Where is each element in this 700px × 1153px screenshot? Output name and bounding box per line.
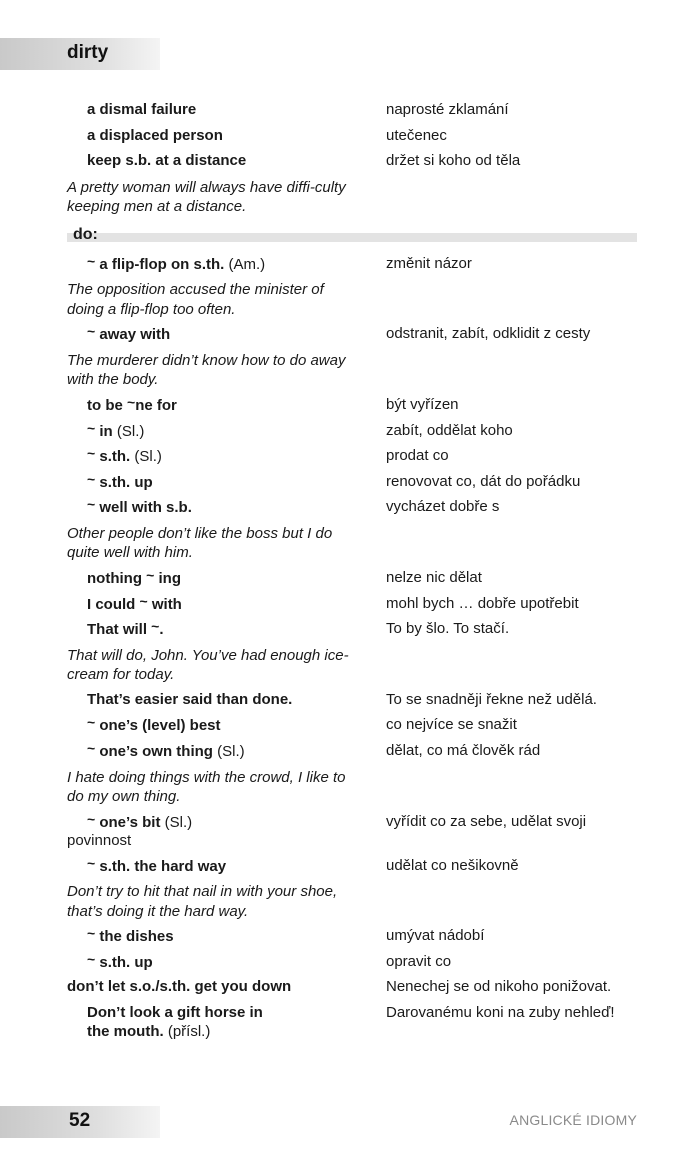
tilde-mark: ~ bbox=[87, 470, 96, 487]
entry bbox=[0, 445, 700, 471]
entry-note: (Sl.) bbox=[134, 448, 162, 466]
entry-cz: dělat, co má člověk rád bbox=[386, 741, 541, 759]
entry-en: one’s own thing bbox=[99, 742, 213, 760]
entry-en: a displaced person bbox=[87, 126, 223, 144]
example-sentence: I hate doing things with the crowd, I like to do my own thing. bbox=[67, 768, 346, 805]
entry bbox=[0, 471, 700, 497]
entry-cz: udělat co nešikovně bbox=[386, 856, 519, 874]
entry-cz: držet si koho od těla bbox=[386, 152, 521, 170]
entry-en: in bbox=[99, 422, 113, 440]
book-title: ANGLICKÉ IDIOMY bbox=[509, 1112, 637, 1128]
tilde-mark: ~ bbox=[87, 854, 96, 871]
entry-cz: prodat co bbox=[386, 447, 449, 465]
tilde-mark: ~ bbox=[87, 496, 96, 513]
example-sentence: Don’t try to hit that nail in with your shoe, that’s doing it the hard way. bbox=[67, 883, 338, 920]
section-word: do: bbox=[67, 225, 102, 245]
section-bar bbox=[67, 233, 637, 242]
tilde-mark: ~ bbox=[87, 445, 96, 462]
page-number: 52 bbox=[69, 1110, 91, 1131]
entry-note: (Sl.) bbox=[164, 813, 193, 831]
entry-cz: změnit názor bbox=[386, 254, 472, 272]
entry-en-pre: nothing bbox=[87, 569, 147, 587]
example-sentence: A pretty woman will always have diffi-culty keeping men at a distance. bbox=[67, 178, 346, 216]
entry-en: one’s bit bbox=[99, 813, 161, 831]
entry-cz: utečenec bbox=[386, 126, 447, 144]
entry-cz: vyřídit co za sebe, udělat svoji bbox=[386, 812, 587, 830]
entry-en-pre: That will bbox=[87, 621, 152, 639]
entry bbox=[0, 253, 700, 279]
entry-cz: To by šlo. To stačí. bbox=[386, 620, 510, 638]
tilde-mark: ~ bbox=[87, 950, 96, 967]
entry-cz: vycházet dobře s bbox=[386, 498, 500, 516]
tilde-mark: ~ bbox=[151, 618, 160, 635]
entry bbox=[0, 99, 700, 125]
entry-cz-continued: povinnost bbox=[67, 831, 132, 849]
entry-en-post: with bbox=[147, 595, 182, 613]
entry-en-continued: the mouth. bbox=[87, 1022, 164, 1040]
tilde-mark: ~ bbox=[87, 323, 96, 340]
entry-cz: umývat nádobí bbox=[386, 927, 485, 945]
entry-cz: nelze nic dělat bbox=[386, 568, 482, 586]
tilde-mark: ~ bbox=[87, 810, 96, 827]
entry-en-pre: to be bbox=[87, 396, 127, 414]
dictionary-content bbox=[0, 99, 700, 1046]
entry-cz: renovovat co, dát do pořádku bbox=[386, 472, 581, 490]
header-word: dirty bbox=[67, 42, 109, 63]
entry-en: the dishes bbox=[99, 928, 174, 946]
entry-en-pre: I could bbox=[87, 595, 140, 613]
tilde-mark: ~ bbox=[146, 566, 155, 583]
entry-en: keep s.b. at a distance bbox=[87, 152, 247, 170]
entry bbox=[0, 125, 700, 151]
entry bbox=[0, 714, 700, 740]
entry bbox=[0, 689, 700, 715]
entry bbox=[0, 150, 700, 176]
tilde-mark: ~ bbox=[87, 419, 96, 436]
entry-en-post: ing bbox=[154, 569, 182, 587]
entry-en: s.th. bbox=[99, 448, 131, 466]
tilde-mark: ~ bbox=[87, 925, 96, 942]
entry-en: well with s.b. bbox=[99, 499, 192, 517]
section-heading bbox=[0, 225, 700, 251]
entry bbox=[0, 951, 700, 977]
entry-en: a dismal failure bbox=[87, 101, 197, 118]
entry-cz: naprosté zklamání bbox=[386, 101, 509, 118]
entry-cz: být vyřízen bbox=[386, 395, 459, 413]
entry-en: one’s (level) best bbox=[99, 717, 221, 735]
entry-cz: Nenechej se od nikoho ponižovat. bbox=[386, 978, 612, 996]
entry-cz: opravit co bbox=[386, 952, 452, 970]
entry bbox=[0, 323, 700, 349]
tilde-mark: ~ bbox=[87, 714, 96, 731]
entry-en: don’t let s.o./s.th. get you down bbox=[67, 978, 292, 996]
entry-note: (přísl.) bbox=[167, 1022, 211, 1040]
entry bbox=[0, 976, 700, 1002]
entry bbox=[0, 1002, 700, 1046]
entry bbox=[0, 618, 700, 644]
entry-note: (Am.) bbox=[228, 255, 266, 273]
entry bbox=[0, 496, 700, 522]
example-sentence: The opposition accused the minister of doing a flip-flop too often. bbox=[67, 281, 324, 318]
example-sentence: The murderer didn’t know how to do away with the body. bbox=[67, 351, 346, 389]
entry-note: (Sl.) bbox=[217, 742, 245, 760]
entry-cz: To se snadněji řekne než udělá. bbox=[386, 690, 597, 708]
entry-en-post: ne for bbox=[135, 396, 177, 414]
entry-note: (Sl.) bbox=[116, 422, 145, 440]
entry-en: That’s easier said than done. bbox=[87, 690, 293, 708]
example-sentence: Other people don’t like the boss but I do quite well with him. bbox=[67, 524, 333, 562]
tilde-mark: ~ bbox=[127, 393, 136, 410]
entry bbox=[0, 925, 700, 951]
entry-cz: Darovanému koni na zuby nehleď! bbox=[386, 1003, 615, 1021]
entry-cz: mohl bych … dobře upotřebit bbox=[386, 594, 579, 612]
entry-en-post: . bbox=[159, 621, 164, 639]
entry-en: Don’t look a gift horse in bbox=[87, 1003, 263, 1021]
entry-cz: co nejvíce se snažit bbox=[386, 716, 517, 734]
entry bbox=[0, 740, 700, 766]
entry bbox=[0, 394, 700, 420]
entry bbox=[0, 593, 700, 619]
entry-en: s.th. the hard way bbox=[99, 857, 227, 875]
entry-en: away with bbox=[99, 326, 171, 344]
tilde-mark: ~ bbox=[87, 252, 96, 269]
entry-cz: zabít, oddělat koho bbox=[386, 421, 513, 439]
example-sentence: That will do, John. You’ve had enough ice-cream for today. bbox=[67, 646, 349, 684]
entry bbox=[0, 811, 700, 855]
tilde-mark: ~ bbox=[139, 592, 148, 609]
entry-en: a flip-flop on s.th. bbox=[99, 255, 225, 273]
entry bbox=[0, 567, 700, 593]
entry-en: s.th. up bbox=[99, 953, 153, 971]
entry bbox=[0, 420, 700, 446]
entry-en: s.th. up bbox=[99, 473, 153, 491]
entry bbox=[0, 855, 700, 881]
tilde-mark: ~ bbox=[87, 739, 96, 756]
entry-cz: odstranit, zabít, odklidit z cesty bbox=[386, 325, 591, 343]
